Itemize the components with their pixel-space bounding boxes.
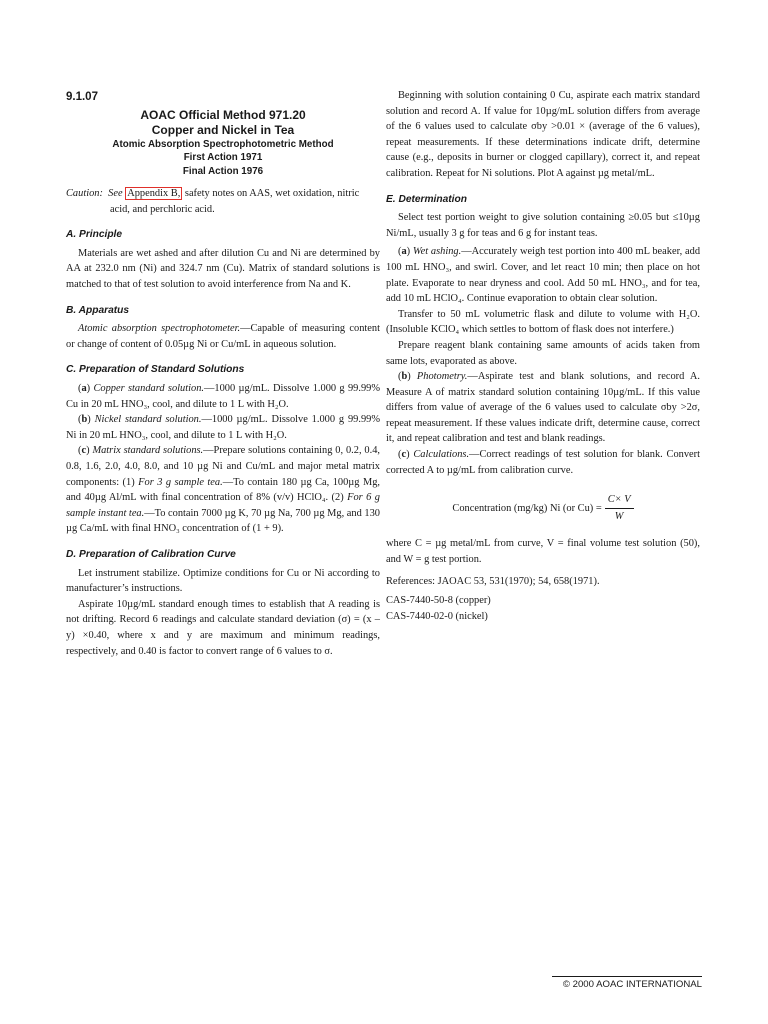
caution-note (66, 186, 380, 217)
copper-standard-text: —1000 µg/mL. Dissolve 1.000 g 99.99% Cu in 20 mL HNO₃, cool, and dilute to 1 L with H₂O. (66, 383, 381, 410)
copper-standard-term: Copper standard solution. (93, 383, 205, 395)
photometry-term: Photometry. (416, 371, 468, 383)
references-block (386, 574, 700, 625)
heading-principle: A. Principle (66, 229, 123, 241)
cas-nickel: CAS-7440-02-0 (nickel) (386, 610, 488, 622)
formula-numerator: C× V (605, 492, 634, 509)
heading-standard-solutions: C. Preparation of Standard Solutions (66, 364, 245, 376)
matrix-standard-text-2: —To contain 180 µg Ca, 100µg Mg, and 40µg Al/mL with final concentration of 8% (v/v) HClO₄. (2) (66, 476, 380, 504)
nickel-standard-paragraph: (b) Nickel standard solution.—1000 µg/mL. Dissolve 1.000 g 99.99% Ni in 20 mL HNO₃, cool, and dilute to 1 L with H₂O. (66, 414, 381, 441)
calibration-paragraph-1: Let instrument stabilize. Optimize conditions for Cu or Ni according to manufacturer’s instructions. (66, 567, 380, 595)
copyright-footer: © 2000 AOAC INTERNATIONAL (552, 976, 702, 990)
principle-text: Materials are wet ashed and after dilution Cu and Ni are determined by AA at 232.0 nm (Ni) and 324.7 nm (Cu). Matrix of standard solutions is matched to that of test solution to avoid interference from Na and K. (66, 247, 380, 291)
caution-text: safety notes on AAS, wet oxidation, nitric acid, and perchloric acid. (110, 188, 360, 215)
method-type: Atomic Absorption Spectrophotometric Method (112, 138, 334, 150)
cas-copper: CAS-7440-50-8 (copper) (386, 595, 491, 607)
method-subtitle: Copper and Nickel in Tea (151, 122, 295, 137)
heading-calibration-curve: D. Preparation of Calibration Curve (66, 548, 236, 560)
calibration-paragraph-3: Beginning with solution containing 0 Cu, aspirate each matrix standard solution and record A. If value for 10µg/mL solution differs from average of the 6 values used to calculate σby >0.01 × (average of the 6 values), repeat measurements. If these determinations indicate drift, determine cause (e.g., deposits in burner or clogged capillary), correct it, and repeat calibration. Repeat for Ni solutions. Plot A against µg metal/mL. (386, 90, 700, 179)
matrix-standard-text-1: —Prepare solutions containing 0, 0.2, 0.4, 0.8, 1.6, 2.0, 4.0, 8.0, and 10 µg Ni and Cu/mL and major metal matrix components: (1) (66, 445, 380, 488)
matrix-standard-term: Matrix standard solutions. (92, 445, 204, 457)
matrix-standard-text-3: —To contain 7000 µg K, 70 µg Na, 700 µg Mg, and 130 µg Ca/mL with final HNO₃ concentration of (1 + 9). (66, 507, 381, 535)
section-number: 9.1.07 (66, 91, 98, 103)
right-column (386, 88, 700, 624)
heading-determination: E. Determination (386, 193, 467, 205)
final-action: Final Action 1976 (182, 165, 264, 177)
wet-ashing-paragraph: (a) Wet ashing.—Accurately weigh test portion into 400 mL beaker, add 100 mL HNO₃, and swirl. Cover, and let react 10 min; then place on hot plate. Evaporate to near dryness and cool. Add 50 mL HNO₃, and for tea, add 10 mL HClO₄. Continue evaporation to obtain clear solution. (386, 246, 701, 305)
method-title: AOAC Official Method 971.20 (140, 107, 306, 122)
matrix-standard-paragraph: (c) Matrix standard solutions.—Prepare solutions containing 0, 0.2, 0.4, 0.8, 1.6, 2.0, 4.0, 8.0, and 10 µg Ni and Cu/mL and major metal matrix components: (1) For 3 g sample tea.—To contain 180 µg Ca, 100µg Mg, and 40µg Al/mL with final concentration of 8% (v/v) HClO₄. (2) For 6 g sample instant tea.—To contain 7000 µg K, 70 µg Na, 700 µg Mg, and 130 µg Ca/mL with final HNO₃ concentration of (1 + 9). (66, 445, 381, 535)
caution-label: Caution: (66, 188, 103, 200)
nickel-standard-term: Nickel standard solution. (94, 414, 202, 426)
nickel-standard-text: —1000 µg/mL. Dissolve 1.000 g 99.99% Ni in 20 mL HNO₃, cool, and dilute to 1 L with H₂O. (66, 414, 381, 441)
calculations-text: —Correct readings of test solution for blank. Convert corrected A to µg/mL from calibration curve. (386, 449, 700, 476)
calculations-paragraph: (c) Calculations.—Correct readings of test solution for blank. Convert corrected A to µg/mL from calibration curve. (386, 449, 700, 476)
matrix-tea-term: For 3 g sample tea. (138, 476, 223, 488)
references-text: References: JAOAC 53, 531(1970); 54, 658(1971). (386, 575, 600, 587)
copper-standard-paragraph: (a) Copper standard solution.—1000 µg/mL. Dissolve 1.000 g 99.99% Cu in 20 mL HNO₃, cool, and dilute to 1 L with H₂O. (66, 383, 381, 410)
wet-ashing-term: Wet ashing. (412, 246, 462, 258)
apparatus-text: —Capable of measuring content or change of content of 0.05µg Ni or Cu/mL in aqueous solution. (66, 323, 380, 350)
concentration-formula (386, 492, 700, 524)
photometry-text: —Aspirate test and blank solutions, and record A. Measure A of matrix standard solution containing 10µg/mL. If this value differs from value of average of the 6 values used to calculate σby >2σ, repeat measurement. If these values indicate drift, determine cause, correct it, and repeat calibration and test and blank readings. (386, 371, 701, 445)
heading-apparatus: B. Apparatus (66, 304, 130, 316)
caution-see: See (108, 188, 123, 200)
apparatus-term: Atomic absorption spectrophotometer. (78, 323, 241, 335)
formula-denominator: W (614, 510, 624, 522)
wet-ashing-text: —Accurately weigh test portion into 400 mL beaker, add 100 mL HNO₃, and swirl. Cover, and let react 10 min; then place on hot plate. Evaporate to near dryness and cool. Add 50 mL HNO₃, and for tea, add 10 mL HClO₄. Continue evaporation to obtain clear solution. (386, 246, 701, 305)
appendix-b-link[interactable]: Appendix B, (127, 188, 181, 200)
formula-where-text: where C = µg metal/mL from curve, V = final volume test solution (50), and W = g test portion. (386, 538, 700, 566)
calculations-term: Calculations. (413, 449, 470, 461)
determination-paragraph-3: Prepare reagent blank containing same amounts of acids taken from same lots, evaporated as above. (386, 339, 700, 367)
left-column (66, 88, 380, 659)
apparatus-paragraph (66, 321, 380, 352)
calibration-paragraph-2: Aspirate 10µg/mL standard enough times to establish that A reading is not drifting. Record 6 readings and calculate standard deviation (σ) = (x – y) ×0.40, where x and y are maximum and minimum readings, respectively, and 0.40 is factor to convert range of 6 values to σ. (66, 598, 380, 657)
formula-left-side: Concentration (mg/kg) Ni (or Cu) = (452, 502, 602, 514)
determination-paragraph-2: Transfer to 50 mL volumetric flask and dilute to volume with H₂O. (Insoluble KClO₄ which settles to bottom of flask does not interfere.) (386, 308, 700, 336)
first-action: First Action 1971 (183, 152, 263, 164)
photometry-paragraph: (b) Photometry.—Aspirate test and blank solutions, and record A. Measure A of matrix standard solution containing 10µg/mL. If this value differs from value of average of the 6 values used to calculate σby >2σ, repeat measurement. If these values indicate drift, determine cause, correct it, and repeat calibration and test and blank readings. (386, 371, 701, 445)
matrix-instant-tea-term: For 6 g sample instant tea. (66, 492, 380, 519)
determination-paragraph-1: Select test portion weight to give solution containing ≥0.05 but ≤10µg Ni/mL, usually 3 g for teas and 6 g for instant teas. (386, 212, 700, 239)
formula-fraction (605, 492, 634, 524)
